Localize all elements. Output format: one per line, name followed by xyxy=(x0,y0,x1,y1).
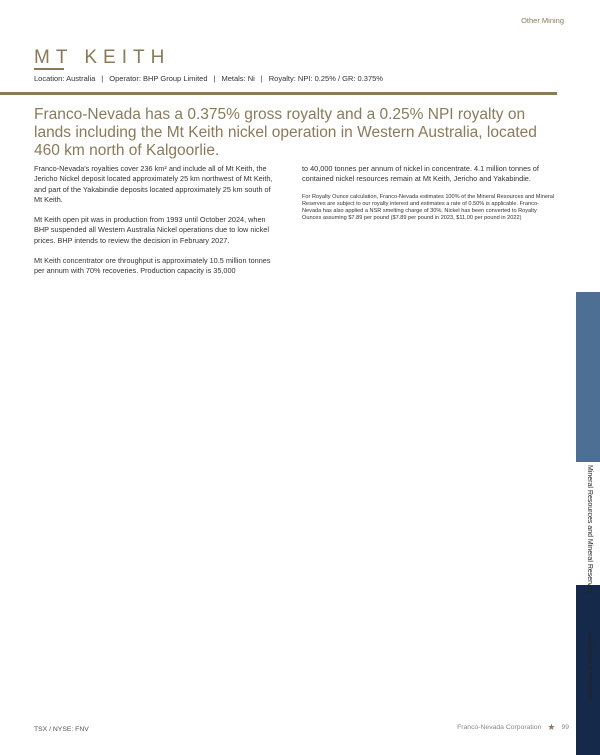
meta-separator: | xyxy=(101,74,104,83)
page-number: 99 xyxy=(561,724,569,731)
meta-royalty: Royalty: NPI: 0.25% / GR: 0.375% xyxy=(268,74,383,83)
meta-metals: Metals: Ni xyxy=(221,74,255,83)
body-paragraph: Mt Keith open pit was in production from 1993 until October 2024, when BHP suspended all Western Australia Nickel operations due to low nickel prices. BHP intends to review the decision in February 2027. xyxy=(34,215,269,245)
meta-separator: | xyxy=(213,74,216,83)
left-column xyxy=(34,164,278,287)
footer-company: Franco-Nevada Corporation xyxy=(457,724,542,731)
body-paragraph: Mt Keith concentrator ore throughput is approximately 10.5 million tonnes per annum with 70% recoveries. Production capacity is 35,000 xyxy=(34,256,271,276)
meta-separator: | xyxy=(260,74,263,83)
star-icon: ★ xyxy=(547,722,556,732)
intro-paragraph: Franco-Nevada has a 0.375% gross royalty and a 0.25% NPI royalty on lands including the Mt Keith nickel operation in Western Australia, located 460 km north of Kalgoorlie. xyxy=(34,106,537,159)
side-tab-marker[interactable] xyxy=(576,292,600,462)
side-tab-additional-label[interactable]: Additional Information xyxy=(586,633,593,701)
meta-operator: Operator: BHP Group Limited xyxy=(109,74,208,83)
title-underline xyxy=(34,68,64,70)
section-divider-bar xyxy=(0,92,557,95)
footer-right xyxy=(457,722,569,733)
property-meta xyxy=(34,74,383,83)
meta-location: Location: Australia xyxy=(34,74,96,83)
body-paragraph: Franco-Nevada's royalties cover 236 km² and include all of Mt Keith, the Jericho Nickel deposit located approximately 25 km northwest of Mt Keith, and part of the Yakabindie deposits located approximately 25 km south of Mt Keith. xyxy=(34,164,273,204)
right-column xyxy=(302,164,557,223)
page-title: MT KEITH xyxy=(34,47,171,68)
footer-ticker: TSX / NYSE: FNV xyxy=(34,726,89,733)
footnote: For Royalty Ounce calculation, Franco-Nevada estimates 100% of the Mineral Resources and Mineral Reserves are subject to our royalty interest and estimates a rate of 0.50% is applicable. Franco-Nevada has also applied a NSR smelting charge of 30%. Nickel has been converted to Royalty Ounces assuming $7.89 per pound ($7.89 per pound in 2023, $11.00 per pound in 2022) xyxy=(302,193,555,222)
section-label: Other Mining xyxy=(521,16,564,25)
side-tab-mineral-label[interactable]: Mineral Resources and Mineral Reserves xyxy=(586,465,593,594)
body-paragraph: to 40,000 tonnes per annum of nickel in concentrate. 4.1 million tonnes of contained nickel resources remain at Mt Keith, Jericho and Yakabindie. xyxy=(302,164,539,184)
